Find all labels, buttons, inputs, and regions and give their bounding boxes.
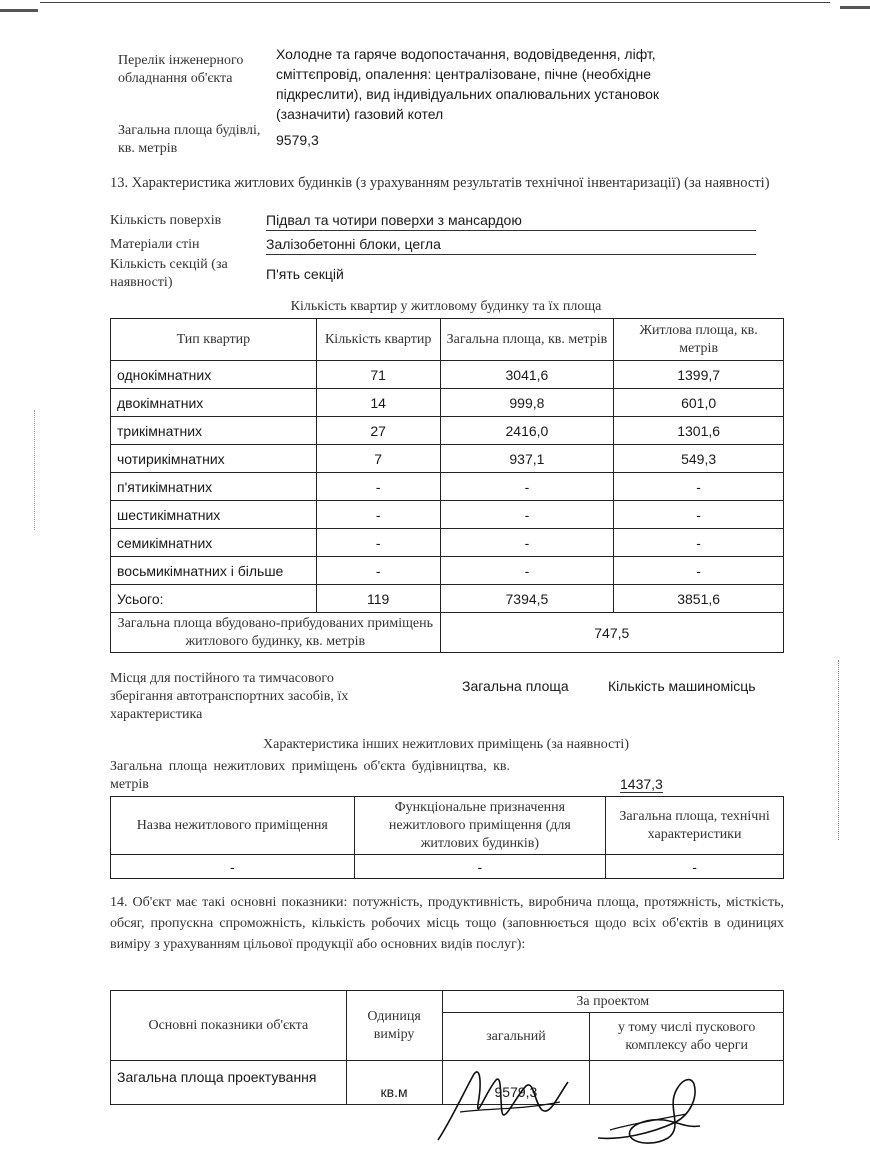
header-by-project: За проектом <box>442 991 783 1013</box>
cell-indicator-total: 9579,3 <box>442 1061 590 1105</box>
cell-count: - <box>316 529 440 557</box>
nonresidential-table <box>110 796 784 879</box>
cell-total-area: 3041,6 <box>440 361 614 389</box>
header-nonres-name: Назва нежитлового приміщення <box>111 797 355 855</box>
cell-nonres-name: - <box>111 855 355 879</box>
cell-total-area: - <box>440 501 614 529</box>
cell-total-area: - <box>440 473 614 501</box>
cell-count: - <box>316 501 440 529</box>
floors-label: Кількість поверхів <box>110 213 222 228</box>
cell-total-area: 937,1 <box>440 445 614 473</box>
nonresidential-area-label: Загальна площа нежитлових приміщень об'єкта будівництва, кв. метрів <box>110 759 510 792</box>
total-area-label: Загальна площа будівлі, кв. метрів <box>118 123 261 156</box>
scan-edge-mark <box>0 9 38 12</box>
cell-living-area: - <box>614 557 784 585</box>
table-row <box>111 445 784 473</box>
built-in-row <box>111 613 784 653</box>
total-area-sum: 7394,5 <box>440 585 614 613</box>
header-unit: Одиниця виміру <box>346 991 442 1061</box>
built-in-value: 747,5 <box>440 613 783 653</box>
scan-edge-mark-right <box>840 6 870 9</box>
cell-living-area: 601,0 <box>614 389 784 417</box>
cell-count: 7 <box>316 445 440 473</box>
table-row <box>111 529 784 557</box>
section13-heading: 13. Характеристика житлових будинків (з урахуванням результатів технічної інвентаризації) (за наявності) <box>110 175 770 191</box>
header-nonres-function: Функціональне призначення нежитлового приміщення (для житлових будинків) <box>354 797 606 855</box>
engineering-label: Перелік інженерного обладнання об'єкта <box>118 53 244 86</box>
walls-value: Залізобетонні блоки, цегла <box>266 234 756 255</box>
cell-living-area: 549,3 <box>614 445 784 473</box>
table-row <box>111 417 784 445</box>
cell-count: 27 <box>316 417 440 445</box>
total-living-sum: 3851,6 <box>614 585 784 613</box>
nonresidential-heading: Характеристика інших нежитлових приміщень (за наявності) <box>263 737 629 752</box>
cell-nonres-function: - <box>354 855 606 879</box>
table-row <box>111 473 784 501</box>
cell-count: 14 <box>316 389 440 417</box>
cell-total-area: 2416,0 <box>440 417 614 445</box>
apartments-table <box>110 318 784 653</box>
cell-living-area: - <box>614 501 784 529</box>
cell-living-area: 1399,7 <box>614 361 784 389</box>
header-apartment-count: Кількість квартир <box>316 319 440 361</box>
total-area-value: 9579,3 <box>276 132 319 148</box>
cell-count: - <box>316 557 440 585</box>
cell-type: однокімнатних <box>111 361 317 389</box>
header-launch: у тому числі пускового комплексу або черги <box>590 1013 784 1061</box>
sections-label: Кількість секцій (за наявності) <box>110 257 228 290</box>
total-label: Усього: <box>111 585 317 613</box>
cell-type: семикімнатних <box>111 529 317 557</box>
header-apartment-type: Тип квартир <box>111 319 317 361</box>
apartments-caption: Кількість квартир у житловому будинку та їх площа <box>290 299 602 314</box>
nonresidential-area-value: 1437,3 <box>620 776 663 792</box>
sections-value: П'ять секцій <box>266 266 344 282</box>
engineering-value: Холодне та гаряче водопостачання, водовідведення, ліфт, сміттєпровід, опалення: централізоване, пічне (необхідне підкреслити), вид індивідуальних опалювальних установок (зазначити) газовий котел <box>276 46 660 122</box>
cell-living-area: - <box>614 473 784 501</box>
built-in-label: Загальна площа вбудовано-прибудованих приміщень житлового будинку, кв. метрів <box>111 613 441 653</box>
floors-value: Підвал та чотири поверхи з мансардою <box>266 210 756 231</box>
scan-top-line <box>40 2 830 3</box>
header-living-area: Житлова площа, кв. метрів <box>614 319 784 361</box>
cell-type: восьмикімнатних і більше <box>111 557 317 585</box>
cell-nonres-area: - <box>606 855 784 879</box>
scan-left-mark <box>34 410 36 530</box>
parking-places-header: Кількість машиномісць <box>608 678 756 694</box>
cell-indicator-name: Загальна площа проектування <box>111 1061 347 1105</box>
cell-type: двокімнатних <box>111 389 317 417</box>
cell-type: чотирикімнатних <box>111 445 317 473</box>
cell-type: трикімнатних <box>111 417 317 445</box>
cell-living-area: 1301,6 <box>614 417 784 445</box>
walls-label: Матеріали стін <box>110 237 200 252</box>
header-indicators: Основні показники об'єкта <box>111 991 347 1061</box>
cell-total-area: 999,8 <box>440 389 614 417</box>
scan-margin-mark <box>838 660 847 840</box>
parking-label: Місця для постійного та тимчасового зберігання автотранспортних засобів, їх характеристика <box>110 671 349 722</box>
header-nonres-area: Загальна площа, технічні характеристики <box>606 797 784 855</box>
header-total: загальний <box>442 1013 590 1061</box>
table-row <box>111 855 784 879</box>
table-row <box>111 557 784 585</box>
cell-indicator-unit: кв.м <box>346 1061 442 1105</box>
total-count: 119 <box>316 585 440 613</box>
cell-count: 71 <box>316 361 440 389</box>
cell-type: п'ятикімнатних <box>111 473 317 501</box>
table-row <box>111 389 784 417</box>
signature-scribble-right <box>590 1068 710 1150</box>
section14-text: 14. Об'єкт має такі основні показники: потужність, продуктивність, виробнича площа, протяжність, місткість, обсяг, пропускна спроможність, кількість робочих місць тощо (заповнюється щодо всіх об'єктів в одиницях виміру з урахуванням цільової продукції або основних видів послуг): <box>110 895 784 952</box>
table-row <box>111 361 784 389</box>
cell-living-area: - <box>614 529 784 557</box>
signature-scribble-left <box>430 1052 580 1147</box>
cell-type: шестикімнатних <box>111 501 317 529</box>
total-row <box>111 585 784 613</box>
header-total-area: Загальна площа, кв. метрів <box>440 319 614 361</box>
parking-area-header: Загальна площа <box>462 678 569 694</box>
table-row <box>111 501 784 529</box>
cell-total-area: - <box>440 557 614 585</box>
cell-total-area: - <box>440 529 614 557</box>
cell-count: - <box>316 473 440 501</box>
